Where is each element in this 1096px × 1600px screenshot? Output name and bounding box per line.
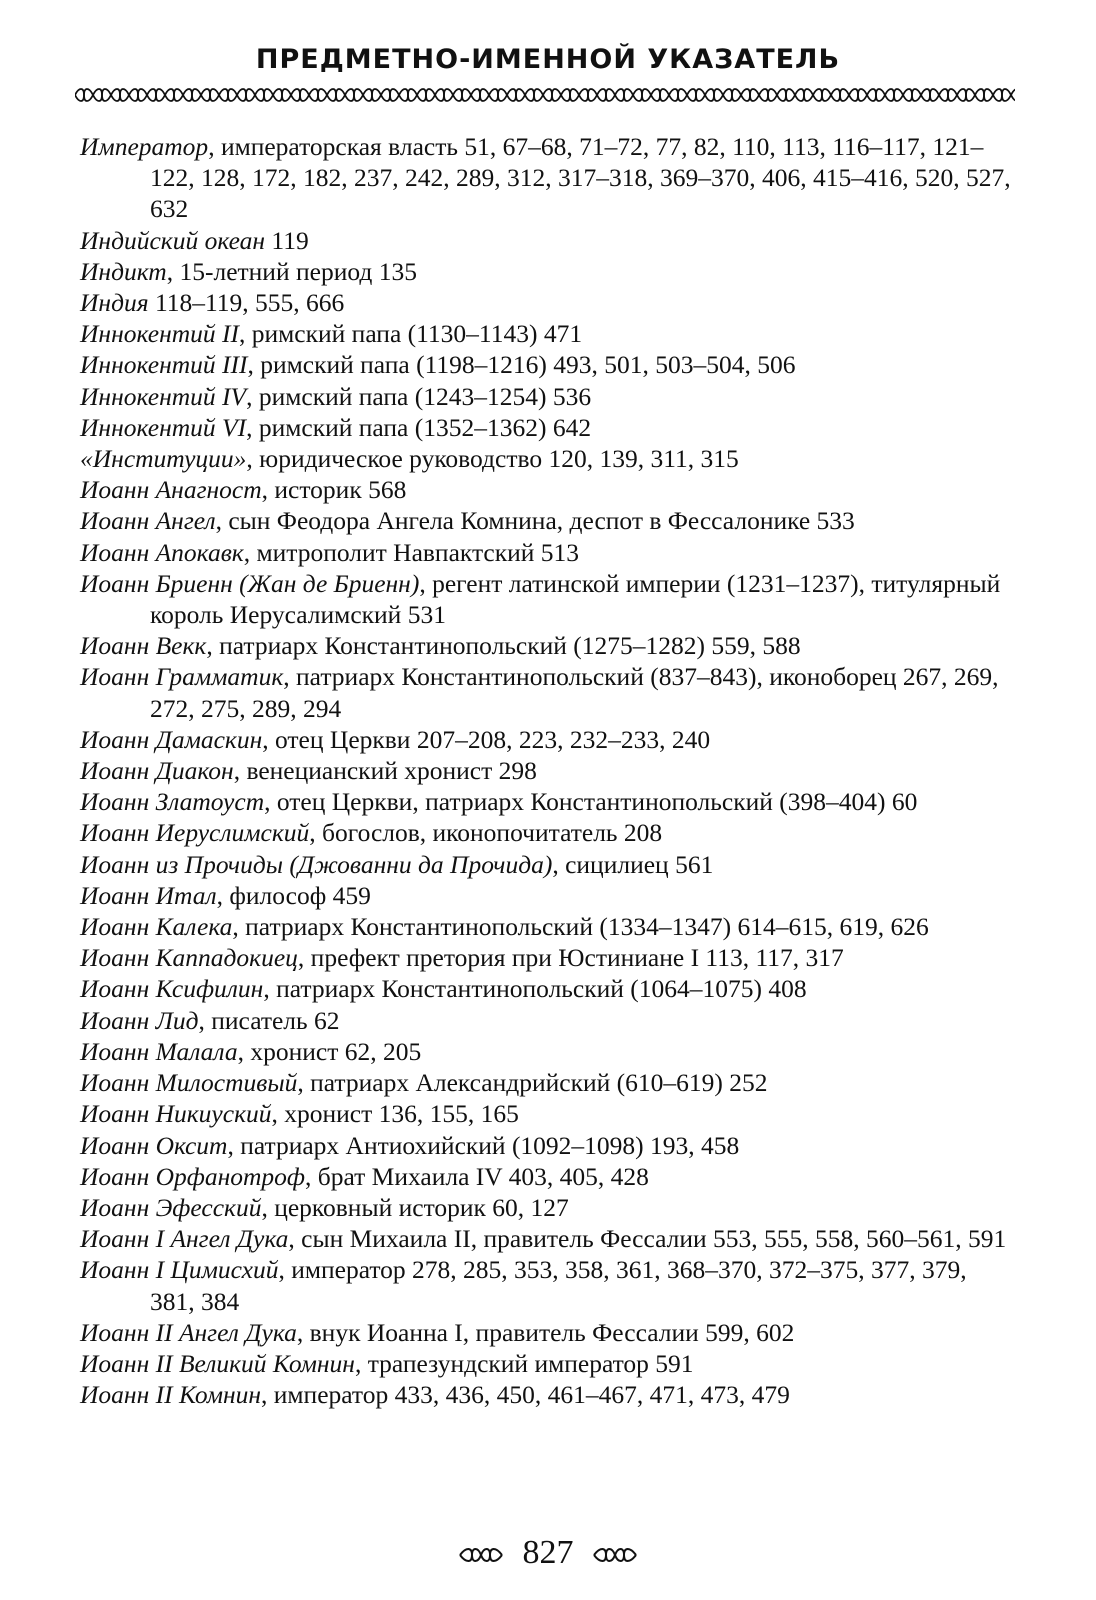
ornament-rule — [75, 86, 1015, 104]
index-locators: , митрополит Навпактский 513 — [243, 537, 580, 567]
index-locators: , брат Михаила IV 403, 405, 428 — [305, 1161, 649, 1191]
index-locators: , философ 459 — [216, 880, 371, 910]
index-locators: , римский папа (1352–1362) 642 — [246, 412, 592, 442]
index-locators: , сицилиец 561 — [552, 849, 714, 879]
index-entry — [80, 412, 1015, 443]
page-number: 827 — [522, 1534, 574, 1571]
index-term: Иоанн Векк — [80, 631, 207, 661]
index-locators: , сын Михаила II, правитель Фессалии 553, 555, 558, 560–561, 591 — [288, 1224, 1007, 1254]
index-term: Индия — [80, 288, 149, 318]
index-term: Иоанн I Цимисхий — [80, 1255, 279, 1285]
index-locators: , император 278, 285, 353, 358, 361, 368–370, 372–375, 377, 379, 381, 384 — [150, 1255, 967, 1316]
index-term: Иоанн Оксит — [80, 1130, 228, 1160]
index-entry — [80, 131, 1015, 225]
page-footer — [0, 1534, 1096, 1572]
index-locators: , патриарх Александрийский (610–619) 252 — [297, 1068, 768, 1098]
index-locators: , внук Иоанна I, правитель Фессалии 599, 602 — [296, 1317, 795, 1347]
index-term: Иоанн Орфанотроф — [80, 1161, 306, 1191]
index-term: Индийский океан — [80, 225, 266, 255]
index-entry — [80, 1130, 1015, 1161]
index-entry — [80, 1254, 1015, 1316]
index-entry — [80, 1098, 1015, 1129]
index-locators: 118–119, 555, 666 — [148, 288, 345, 318]
index-term: Иоанн Анагност — [80, 475, 262, 505]
index-locators: , регент латинской империи (1231–1237), титулярный король Иерусалимский 531 — [150, 568, 1001, 630]
index-term: Иоанн Милостивый — [80, 1068, 298, 1098]
index-locators: 119 — [265, 225, 309, 255]
index-entry — [80, 505, 1015, 536]
index-entry — [80, 755, 1015, 786]
index-entry — [80, 256, 1015, 287]
index-entry — [80, 942, 1015, 973]
index-term: Иоанн Бриенн (Жан де Бриенн) — [80, 568, 420, 598]
index-locators: , патриарх Константинопольский (1275–1282) 559, 588 — [206, 631, 801, 661]
index-entry — [80, 911, 1015, 942]
index-term: Иннокентий II — [80, 319, 240, 349]
index-term: Иоанн Никиуский — [80, 1099, 272, 1129]
index-term: Иоанн Диакон — [80, 756, 234, 786]
index-locators: , патриарх Константинопольский (1334–1347) 614–615, 619, 626 — [232, 912, 929, 942]
index-locators: , префект претория при Юстиниане I 113, 117, 317 — [297, 943, 844, 973]
index-locators: , римский папа (1243–1254) 536 — [246, 381, 592, 411]
index-term: Иоанн Лид — [80, 1005, 199, 1035]
index-entry — [80, 287, 1015, 318]
index-entry — [80, 225, 1015, 256]
index-entry — [80, 1036, 1015, 1067]
index-entry — [80, 880, 1015, 911]
index-locators: , хронист 62, 205 — [237, 1036, 422, 1066]
index-term: Иоанн Иеруслимский — [80, 818, 310, 848]
index-term: Индикт — [80, 256, 167, 286]
index-entry — [80, 849, 1015, 880]
index-entry — [80, 318, 1015, 349]
index-entry — [80, 1348, 1015, 1379]
index-locators: , отец Церкви 207–208, 223, 232–233, 240 — [262, 724, 711, 754]
index-entry — [80, 443, 1015, 474]
index-locators: , сын Феодора Ангела Комнина, деспот в Фессалонике 533 — [215, 506, 855, 536]
index-term: Император — [80, 132, 209, 161]
index-locators: , римский папа (1198–1216) 493, 501, 503–504, 506 — [247, 350, 796, 380]
index-locators: , патриарх Антиохийский (1092–1098) 193, 458 — [227, 1130, 740, 1160]
index-entry — [80, 817, 1015, 848]
index-entry — [80, 1379, 1015, 1410]
index-term: Иоанн II Ангел Дука — [80, 1317, 297, 1347]
index-term: Иннокентий IV — [80, 381, 247, 411]
index-locators: , хронист 136, 155, 165 — [271, 1099, 519, 1129]
index-entry — [80, 474, 1015, 505]
index-entry — [80, 568, 1015, 630]
left-knot-ornament-icon — [458, 1547, 504, 1563]
index-locators: , императорская власть 51, 67–68, 71–72, 77, 82, 110, 113, 116–117, 121–122, 128, 172, 182, 237, 242, 289, 312, 317–318, 369–370, 406, 415–416, 520, 527, 632 — [150, 132, 1011, 224]
index-entry — [80, 1223, 1015, 1254]
index-term: Иннокентий VI — [80, 412, 247, 442]
index-entry — [80, 537, 1015, 568]
index-term: Иоанн I Ангел Дука — [80, 1224, 289, 1254]
index-term: Иоанн II Великий Комнин — [80, 1348, 355, 1378]
index-list — [80, 131, 1015, 1410]
index-locators: , юридическое руководство 120, 139, 311, 315 — [246, 444, 739, 474]
index-locators: , патриарх Константинопольский (837–843), иконоборец 267, 269, 272, 275, 289, 294 — [150, 662, 999, 723]
index-term: Иннокентий III — [80, 350, 248, 380]
index-locators: , римский папа (1130–1143) 471 — [239, 319, 583, 349]
index-locators: , церковный историк 60, 127 — [261, 1192, 569, 1222]
index-locators: , писатель 62 — [198, 1005, 340, 1035]
index-term: Иоанн Калека — [80, 912, 233, 942]
index-term: «Институции» — [80, 444, 247, 474]
index-term: Иоанн Эфесский — [80, 1192, 262, 1222]
index-locators: , трапезундский император 591 — [354, 1348, 694, 1378]
index-term: Иоанн Ангел — [80, 506, 216, 536]
index-entry — [80, 1192, 1015, 1223]
running-head: ПРЕДМЕТНО-ИМЕННОЙ УКАЗАТЕЛЬ — [255, 44, 841, 75]
index-locators: , богослов, иконопочитатель 208 — [309, 818, 663, 848]
index-term: Иоанн из Прочиды (Джованни да Прочида) — [80, 849, 553, 879]
index-entry — [80, 630, 1015, 661]
index-term: Иоанн Грамматик — [80, 662, 284, 692]
index-entry — [80, 1317, 1015, 1348]
index-term: Иоанн Итал — [80, 880, 217, 910]
index-term: Иоанн Златоуст — [80, 787, 265, 817]
index-term: Иоанн Каппадокиец — [80, 943, 298, 973]
index-locators: , венецианский хронист 298 — [233, 756, 537, 786]
index-entry — [80, 661, 1015, 723]
index-term: Иоанн Малала — [80, 1036, 238, 1066]
index-entry — [80, 973, 1015, 1004]
index-entry — [80, 786, 1015, 817]
index-term: Иоанн II Комнин — [80, 1380, 262, 1410]
right-knot-ornament-icon — [592, 1547, 638, 1563]
index-locators: , 15-летний период 135 — [166, 256, 417, 286]
index-term: Иоанн Дамаскин — [80, 724, 263, 754]
index-locators: , отец Церкви, патриарх Константинопольский (398–404) 60 — [264, 787, 918, 817]
index-entry — [80, 1067, 1015, 1098]
index-locators: , историк 568 — [261, 475, 407, 505]
index-term: Иоанн Апокавк — [80, 537, 244, 567]
index-locators: , патриарх Константинопольский (1064–1075) 408 — [263, 974, 807, 1004]
index-locators: , император 433, 436, 450, 461–467, 471, 473, 479 — [261, 1380, 790, 1410]
index-entry — [80, 1005, 1015, 1036]
index-entry — [80, 349, 1015, 380]
index-entry — [80, 724, 1015, 755]
index-term: Иоанн Ксифилин — [80, 974, 264, 1004]
index-entry — [80, 381, 1015, 412]
index-entry — [80, 1161, 1015, 1192]
